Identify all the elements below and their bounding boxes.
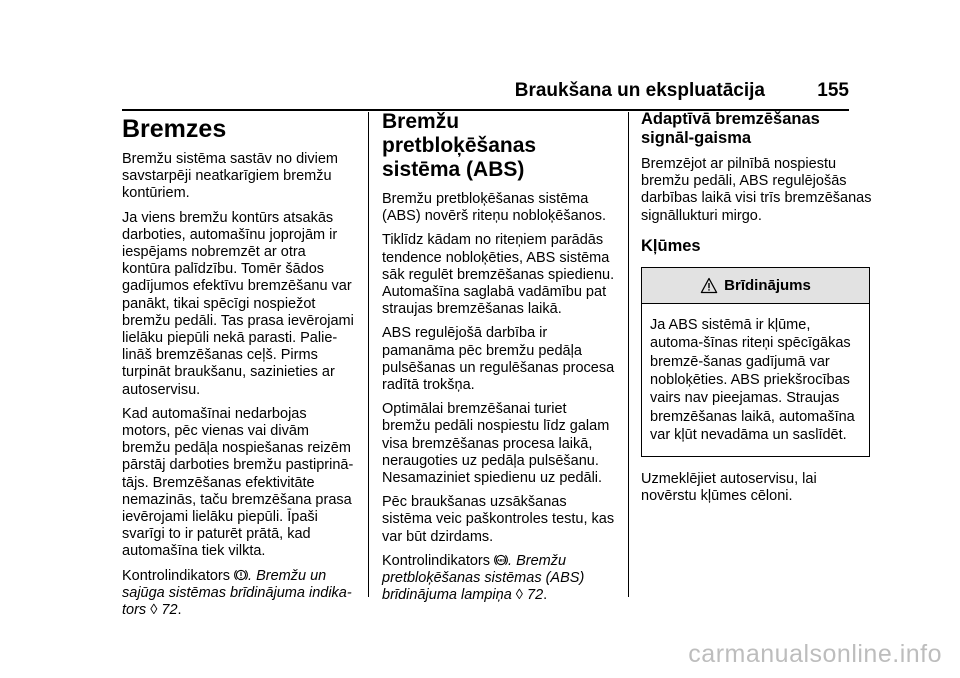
column-3 (641, 110, 876, 513)
reference-title: . Bremžu un sajūga sistēmas brīdinājuma indika-tors (122, 567, 352, 619)
page-number: 155 (817, 80, 849, 101)
column-divider (368, 112, 369, 597)
subsection-heading: Kļūmes (641, 236, 701, 255)
page-ref-arrow: ◊ (515, 587, 523, 604)
paragraph: ABS regulējošā darbība ir pamanāma pēc bremžu pedāļa pulsēšanas un regulēšanas procesa radītā trokšņa. (382, 325, 615, 394)
section-heading: Bremžu pretbloķēšanas sistēma (ABS) (382, 110, 537, 181)
paragraph: Optimālai bremzēšanai turiet bremžu pedāli nospiestu līdz galam visa bremzēšanas procesa laikā, neraugoties uz pedāļa pulsēšanu. Nesamaziniet spiedienu uz pedāli. (382, 401, 610, 487)
warning-title: Brīdinājums (724, 276, 811, 294)
brake-warning-icon (234, 568, 248, 582)
chapter-title: Braukšana un ekspluatācija (514, 80, 765, 101)
paragraph: Bremzējot ar pilnībā nospiestu bremžu pedāli, ABS regulējošās darbības laikā visi trīs bremzēšanas signāllukturi mirgo. (641, 156, 872, 224)
column-divider (628, 112, 629, 597)
page-ref-number[interactable]: 72 (161, 602, 178, 619)
column-1 (122, 110, 357, 626)
paragraph: Uzmeklējiet autoservisu, lai novērstu kļūmes cēloni. (641, 471, 817, 505)
reference-prefix: Kontrolindikators (382, 552, 490, 569)
warning-header (642, 268, 869, 304)
section-heading: Adaptīvā bremzēšanas signāl-gaisma (641, 110, 820, 147)
page-ref-number[interactable]: 72 (527, 587, 544, 604)
warning-triangle-icon (700, 277, 718, 294)
watermark: carmanualsonline.info (688, 640, 942, 668)
paragraph: Kad automašīnai nedarbojas motors, pēc vienas vai divām bremžu pedāļa nospiešanas reizēm pārstāj darboties bremžu pastiprinā-tājs. Bremzēšanas efektivitāte nemazinās, taču bremzēšana prasa ievērojami lielāku piepūli. Īpaši svarīgi to ir paturēt prātā, kad automašīna tiek vilkta. (122, 405, 354, 560)
warning-text: Ja ABS sistēmā ir kļūme, automa-šīnas riteņi spēcīgākas bremzē-šanas gadījumā var nobloķēties. ABS priekšrocības vairs nav pieejamas. Straujas bremzēšanas laikā, automašīna var kļūt nevadāma un saslīdēt. (650, 317, 855, 443)
reference-prefix: Kontrolindikators (122, 567, 230, 584)
paragraph: Ja viens bremžu kontūrs atsakās darboties, automašīnu joprojām ir iespējams nobremzēt ar otra kontūra palīdzību. Tomēr šādos gadījumos efektīvu bremzēšanu var panākt, tikai spēcīgi nospiežot bremžu pedāli. Tas prasa ievērojami lielāku piepūli nekā parasti. Palie-lināš bremzēšanas ceļš. Pirms turpināt braukšanu, sazinieties ar autoservisu. (122, 209, 354, 398)
column-2 (382, 110, 617, 611)
svg-text:ABS: ABS (497, 558, 505, 563)
indicator-reference: Kontrolindikators ABS . Bremžu pretbloķēšanas sistēmas (ABS) brīdinājuma lampiņa ◊ 72. (382, 552, 585, 604)
warning-box (641, 267, 870, 457)
indicator-reference: Kontrolindikators . Bremžu un sajūga sistēmas brīdinājuma indika-tors ◊ 72. (122, 567, 352, 619)
reference-title: . Bremžu pretbloķēšanas sistēmas (ABS) brīdinājuma lampiņa (382, 552, 585, 604)
section-heading: Bremzes (122, 115, 227, 143)
page-ref-arrow: ◊ (150, 602, 158, 619)
paragraph: Tiklīdz kādam no riteņiem parādās tendence nobloķēties, ABS sistēma sāk regulēt bremzēšanas spiedienu. Automašīna saglabā vadāmību pat straujas bremzēšanas laikā. (382, 232, 615, 318)
paragraph: Bremžu pretbloķēšanas sistēma (ABS) novērš riteņu nobloķēšanos. (382, 191, 607, 225)
paragraph: Pēc braukšanas uzsākšanas sistēma veic paškontroles testu, kas var būt dzirdams. (382, 494, 615, 545)
abs-icon (494, 553, 508, 567)
paragraph: Bremžu sistēma sastāv no diviem savstarpēji neatkarīgiem bremžu kontūriem. (122, 151, 338, 202)
page-header (122, 80, 849, 110)
